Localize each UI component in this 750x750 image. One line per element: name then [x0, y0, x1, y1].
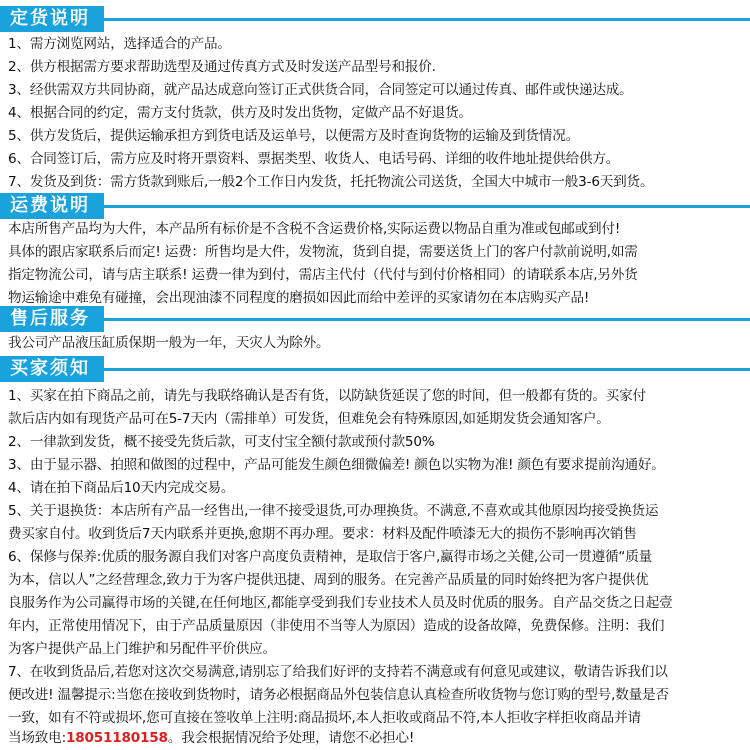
shipping-line-3: 指定物流公司，请与店主联系! 运费一律为到付，需店主代付（代付与到付价格相同）的请联系本店,另外货 [8, 267, 638, 283]
shipping-line-1: 本店所售产品均为大件，本产品所有标价是不含税不含运费价格,实际运费以物品自重为准或包邮或到付! [8, 221, 621, 237]
buyer-line-1: 1、买家在拍下商品之前，请先与我联络确认是否有货，以防缺货延误了您的时间，但一般都有货的。买家付 [8, 388, 646, 404]
buyer-line-2: 款后店内如有现货产品可在5-7天内（需排单）可发货，但难免会有特殊原因,如延期发货会通知客户。 [8, 411, 610, 427]
phone-number: 18051180158 [65, 730, 168, 746]
buyer-line-10: 良服务作为公司赢得市场的关键,在任何地区,都能享受到我们专业技术人员及时优质的服务。自产品交货之日起壹 [8, 595, 673, 611]
ordering-line-5: 5、供方发货后，提供运输承担方到货电话及运单号，以便需方及时查询货物的运输及到货情况。 [8, 128, 579, 144]
title-rule [104, 18, 750, 21]
shipping-title: 运费说明 [0, 193, 104, 219]
buyer-line-11: 年内，正常使用情况下，由于产品质量原因（非使用不当等人为原因）造成的设备故障，免费保修。注明：我们 [8, 618, 665, 634]
section-title-buyer [0, 356, 750, 382]
shipping-line-4: 物运输途中难免有碰撞，会出现油漆不同程度的磨损如因此而给中差评的买家请勿在本店购买产品! [8, 290, 590, 306]
buyer-line-7: 费买家自付。收到货后7天内联系并更换,愈期不再办理。要求：材料及配件喷漆无大的损伤不影响再次销售 [8, 526, 637, 542]
buyer-line-16 [8, 728, 744, 749]
ordering-line-1: 1、需方浏览网站，选择适合的产品。 [8, 36, 231, 52]
ordering-title: 定货说明 [0, 6, 104, 32]
title-rule [104, 318, 750, 321]
shipping-line-2: 具体的跟店家联系后而定! 运费：所售均是大件，发物流，货到自提，需要送货上门的客户付款前说明,如需 [8, 244, 638, 260]
ordering-line-2: 2、供方根据需方要求帮助选型及通过传真方式及时发送产品型号和报价. [8, 59, 436, 75]
section-title-aftersale [0, 306, 750, 332]
buyer-line-5: 4、请在拍下商品后10天内完成交易。 [8, 480, 235, 496]
buyer-line-12: 为客户提供产品上门维护和另配件平价供应。 [8, 641, 276, 657]
buyer-line-4: 3、由于显示器、拍照和做图的过程中，产品可能发生颜色细微偏差! 颜色以实物为准! 颜色有要求提前沟通好。 [8, 457, 665, 473]
buyer-line-8: 6、保修与保养:优质的服务源自我们对客户高度负责精神，是取信于客户,赢得市场之关健,公司一贯遵循“质量 [8, 549, 653, 565]
section-title-shipping [0, 193, 750, 219]
buyer-title: 买家须知 [0, 356, 104, 382]
aftersale-line-1: 我公司产品液压缸质保期一般为一年，天灾人为除外。 [8, 335, 330, 351]
buyer-line-13: 7、在收到货品后,若您对这次交易满意,请别忘了给我们好评的支持若不满意或有何意见或建议，敬请告诉我们以 [8, 664, 668, 680]
ordering-line-6: 6、合同签订后，需方应及时将开票资料、票据类型、收货人、电话号码、详细的收件地址提供给供方。 [8, 151, 620, 167]
buyer-line-14: 便改进! 温馨提示:当您在接收到货物时，请务必根据商品外包装信息认真检查所收货物与您订购的型号,数量是否 [8, 687, 669, 703]
buyer-line-15: 一致，如有不符或损坏,您可直接在签收单上注明:商品损坏,本人拒收或商品不符,本人拒收字样拒收商品并请 [8, 710, 641, 726]
buyer-line-9: 为本，信以人”之经营理念,致力于为客户提供迅捷、周到的服务。在完善产品质量的同时始终把为客户提供优 [8, 572, 649, 588]
title-rule [104, 368, 750, 371]
buyer-line-3: 2、一律款到发货，概不接受先货后款，可支付宝全额付款或预付款50% [8, 434, 435, 450]
ordering-line-4: 4、根据合同的约定，需方支付货款，供方及时发出货物，定做产品不好退货。 [8, 105, 472, 121]
contact-prefix: 当场致电: [8, 730, 66, 746]
ordering-line-7: 7、发货及到货：需方货款到账后,一般2个工作日内发货，托托物流公司送货，全国大中城市一般3-6天到货。 [8, 174, 654, 190]
title-rule [104, 205, 750, 208]
section-title-ordering [0, 6, 750, 32]
aftersale-title: 售后服务 [0, 306, 104, 332]
buyer-line-6: 5、关于退换货：本店所有产品一经售出,一律不接受退货,可办理换货。不满意,不喜欢或其他原因均接受换货运 [8, 503, 659, 519]
ordering-line-3: 3、经供需双方共同协商，就产品达成意向签订正式供货合同，合同签定可以通过传真、邮件或快递达成。 [8, 82, 633, 98]
contact-suffix: 。我会根据情况给予处理，请您不必担心! [167, 730, 415, 746]
